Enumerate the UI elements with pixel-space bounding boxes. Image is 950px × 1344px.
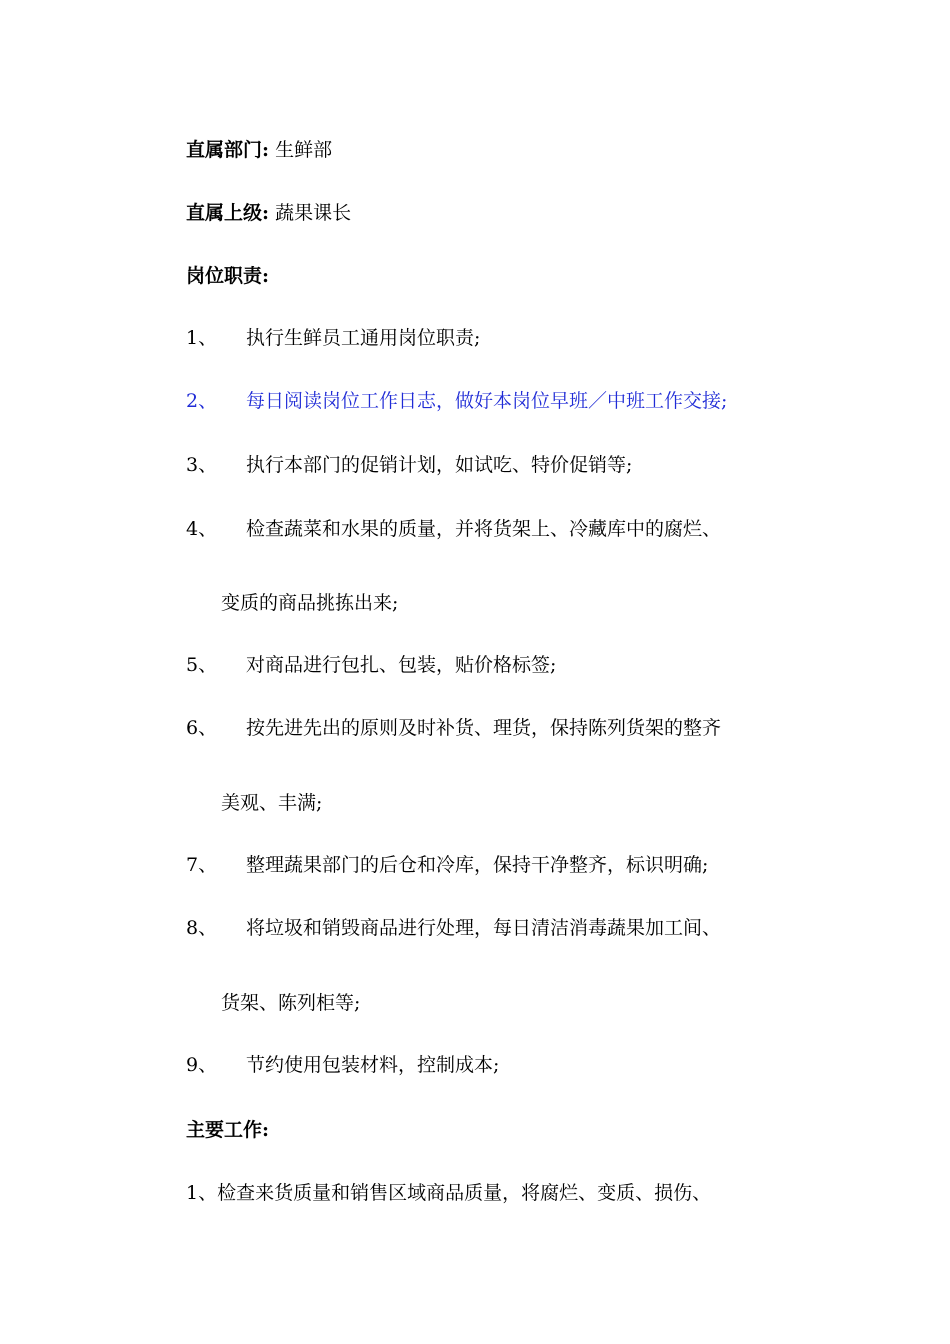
superior-label: 直属上级:: [186, 202, 270, 224]
duty-item: [186, 517, 721, 541]
main-work-heading: 主要工作:: [186, 1119, 270, 1141]
duty-item-highlighted: [186, 389, 727, 413]
superior-row: [186, 201, 351, 225]
duty-number: 7、: [186, 854, 218, 876]
duty-text: 对商品进行包扎、包装，贴价格标签;: [246, 654, 557, 676]
duties-heading: 岗位职责:: [186, 265, 270, 287]
duty-text: 执行生鲜员工通用岗位职责;: [246, 327, 481, 349]
duty-item: [186, 1053, 499, 1077]
duty-continuation: 美观、丰满;: [221, 792, 323, 814]
duty-number: 8、: [186, 917, 218, 939]
duty-text: 检查蔬菜和水果的质量，并将货架上、冷藏库中的腐烂、: [246, 518, 722, 540]
duty-text: 将垃圾和销毁商品进行处理，每日清洁消毒蔬果加工间、: [246, 917, 722, 939]
duty-number: 4、: [186, 518, 218, 540]
duty-number: 9、: [186, 1054, 218, 1076]
duty-number: 5、: [186, 654, 218, 676]
duty-item: [186, 916, 721, 940]
department-label: 直属部门:: [186, 139, 270, 161]
duty-continuation: 货架、陈列柜等;: [221, 992, 361, 1014]
duty-text: 按先进先出的原则及时补货、理货，保持陈列货架的整齐: [246, 717, 722, 739]
duty-number: 3、: [186, 454, 218, 476]
duty-item: [186, 716, 721, 740]
duty-item: [186, 453, 632, 477]
duty-number: 6、: [186, 717, 218, 739]
duty-text: 每日阅读岗位工作日志，做好本岗位早班／中班工作交接;: [246, 390, 728, 412]
duty-text: 整理蔬果部门的后仓和冷库，保持干净整齐，标识明确;: [246, 854, 709, 876]
duty-number: 2、: [186, 390, 218, 412]
duty-item: [186, 853, 708, 877]
duty-continuation: 变质的商品挑拣出来;: [221, 592, 399, 614]
duty-text: 节约使用包装材料，控制成本;: [246, 1054, 500, 1076]
department-row: [186, 138, 332, 162]
duty-number: 1、: [186, 327, 218, 349]
superior-value: 蔬果课长: [275, 202, 352, 224]
duty-item: [186, 326, 480, 350]
duty-item: [186, 653, 556, 677]
main-work-item: 1、检查来货质量和销售区域商品质量，将腐烂、变质、损伤、: [186, 1182, 712, 1204]
duty-text: 执行本部门的促销计划，如试吃、特价促销等;: [246, 454, 633, 476]
department-value: 生鲜部: [275, 139, 333, 161]
